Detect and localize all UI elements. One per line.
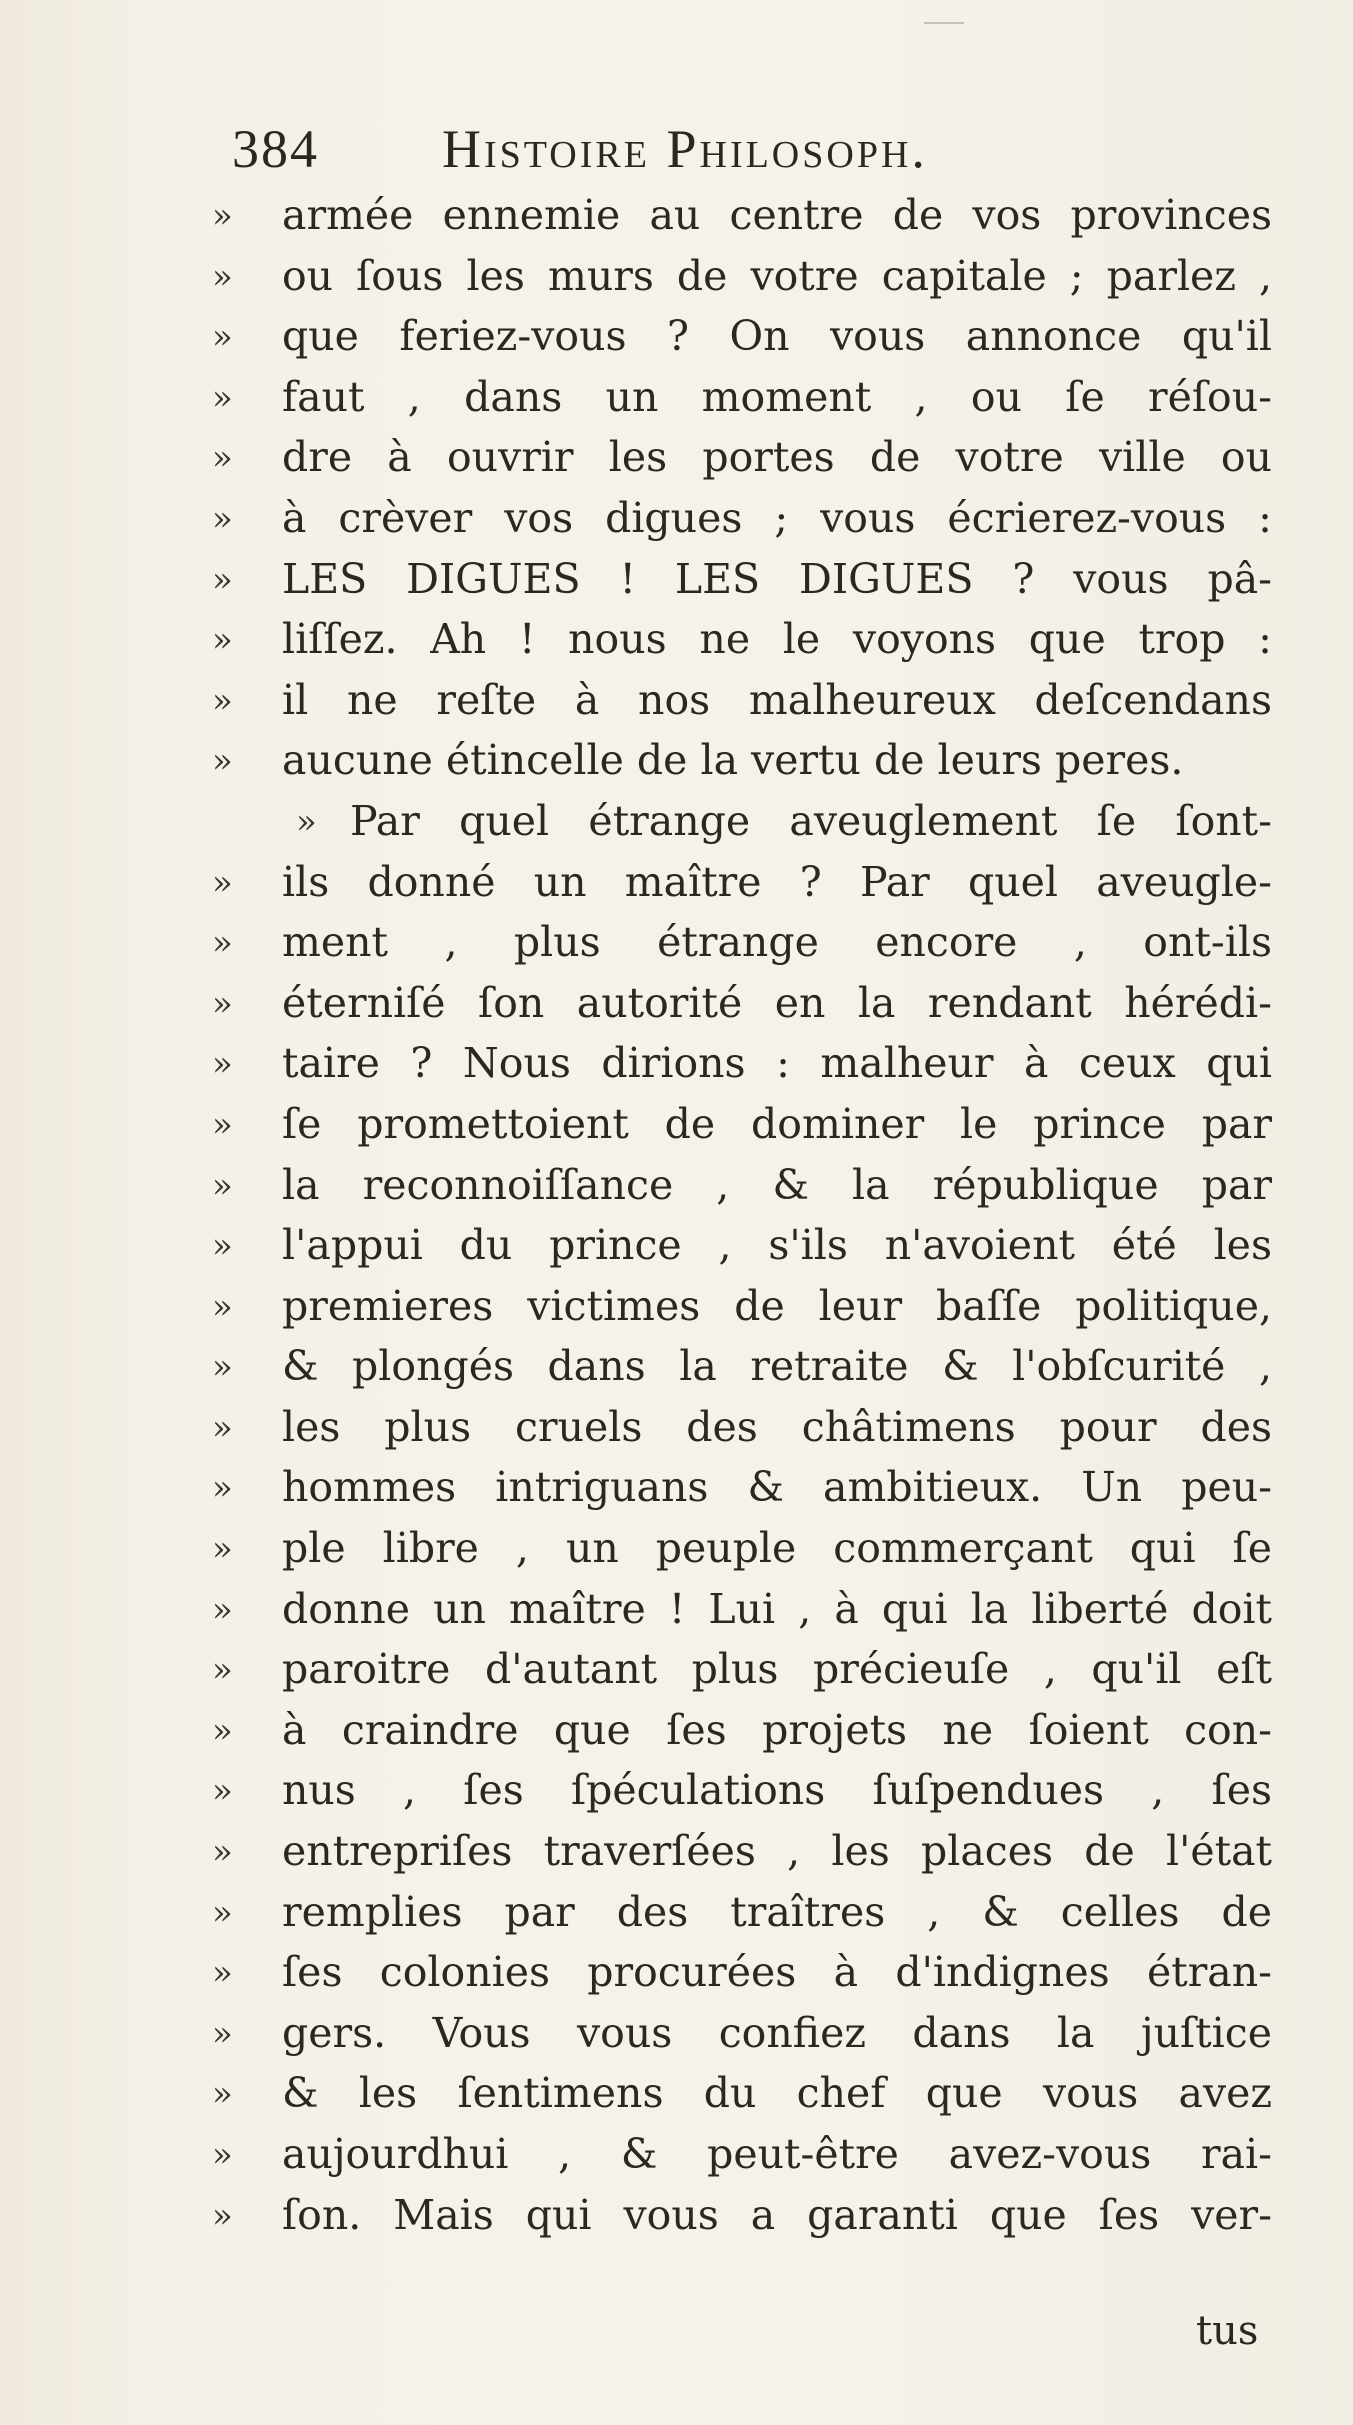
quote-mark: »	[212, 2013, 233, 2054]
line-text: que feriez-vous ? On vous annonce qu'il	[282, 312, 1272, 361]
text-line	[0, 368, 1353, 429]
quote-mark: »	[212, 1044, 233, 1085]
line-text: gers. Vous vous confiez dans la juſtice	[282, 2008, 1272, 2057]
quote-mark: »	[212, 1165, 233, 1206]
line-text: ſes colonies procurées à d'indignes étran-	[282, 1948, 1272, 1997]
quote-mark: »	[212, 2135, 233, 2175]
line-text: ſe promettoient de dominer le prince par	[282, 1099, 1272, 1148]
line-text: remplies par des traîtres , & celles de	[282, 1887, 1272, 1936]
line-text: ple libre , un peuple commerçant qui ſe	[282, 1524, 1272, 1573]
quote-mark: »	[212, 1104, 233, 1145]
text-line	[0, 1883, 1353, 1944]
running-title: Histoire Philosoph.	[442, 119, 928, 179]
quote-mark: »	[212, 741, 233, 782]
text-line	[0, 2186, 1353, 2247]
line-text: à craindre que ſes projets ne ſoient con-	[282, 1705, 1272, 1754]
quote-mark: »	[212, 196, 233, 236]
line-text: Par quel étrange aveuglement ſe ſont-	[350, 796, 1272, 845]
quote-mark: »	[212, 256, 233, 297]
text-line	[0, 913, 1353, 974]
quote-mark: »	[212, 1953, 233, 1994]
line-text: dre à ouvrir les portes de votre ville ou	[282, 433, 1272, 482]
quote-mark: »	[212, 1832, 233, 1873]
line-text: entrepriſes traverſées , les places de l'état	[282, 1827, 1272, 1876]
text-line	[0, 1398, 1353, 1459]
text-line	[0, 428, 1353, 489]
running-header	[232, 118, 1282, 188]
line-text: il ne reſte à nos malheureux deſcendans	[282, 675, 1272, 724]
text-line	[0, 853, 1353, 914]
quote-mark: »	[212, 498, 233, 539]
text-line	[0, 307, 1353, 368]
line-text: paroitre d'autant plus précieuſe , qu'il eſt	[282, 1645, 1272, 1694]
text-line	[0, 671, 1353, 732]
text-line	[0, 247, 1353, 308]
quote-mark: »	[212, 1468, 233, 1509]
line-text: faut , dans un moment , ou ſe réſou-	[282, 372, 1272, 421]
line-text: l'appui du prince , s'ils n'avoient été les	[282, 1221, 1272, 1270]
text-line	[0, 1519, 1353, 1580]
paragraph-start-line	[0, 792, 1353, 853]
quote-mark: »	[212, 2195, 233, 2236]
text-line	[0, 1034, 1353, 1095]
quote-mark: »	[212, 1226, 233, 1267]
quote-mark: »	[212, 1407, 233, 1448]
line-text: & plongés dans la retraite & l'obſcurité ,	[282, 1342, 1272, 1391]
line-text: aujourdhui , & peut-être avez-vous rai-	[282, 2130, 1272, 2178]
quote-mark: »	[212, 1710, 233, 1751]
quote-mark: »	[212, 1286, 233, 1327]
quote-mark: »	[212, 1529, 233, 1570]
line-text: aucune étincelle de la vertu de leurs peres.	[282, 736, 1184, 785]
quote-mark: »	[212, 1589, 233, 1630]
quote-mark: »	[212, 559, 233, 600]
text-line	[0, 186, 1353, 247]
line-text: donne un maître ! Lui , à qui la liberté doit	[282, 1584, 1272, 1633]
line-text: ment , plus étrange encore , ont-ils	[282, 918, 1272, 967]
text-line	[0, 1337, 1353, 1398]
line-text: armée ennemie au centre de vos provinces	[282, 191, 1272, 239]
line-text: la reconnoiſſance , & la république par	[282, 1160, 1272, 1209]
page-edge-mark	[924, 22, 964, 24]
quote-mark: »	[212, 1650, 233, 1691]
text-line	[0, 489, 1353, 550]
line-text: à crèver vos digues ; vous écrierez-vous :	[282, 493, 1272, 542]
catchword: tus	[1196, 2308, 1259, 2354]
text-line	[0, 1458, 1353, 1519]
line-text: ils donné un maître ? Par quel aveugle-	[282, 857, 1272, 906]
quote-mark: »	[296, 801, 317, 842]
quote-mark: »	[212, 923, 233, 964]
text-block	[0, 186, 1353, 2246]
text-line	[0, 550, 1353, 611]
text-line	[0, 1156, 1353, 1217]
text-line	[0, 610, 1353, 671]
text-line	[0, 1277, 1353, 1338]
quote-mark: »	[212, 317, 233, 358]
quote-mark: »	[212, 983, 233, 1024]
line-text: LES DIGUES ! LES DIGUES ? vous pâ-	[282, 554, 1272, 603]
line-text: & les ſentimens du chef que vous avez	[282, 2069, 1272, 2118]
line-text: ſon. Mais qui vous a garanti que ſes ver-	[282, 2190, 1272, 2239]
quote-mark: »	[212, 1347, 233, 1388]
page-number: 384	[232, 119, 319, 179]
line-text: les plus cruels des châtimens pour des	[282, 1402, 1272, 1451]
line-text: éterniſé ſon autorité en la rendant hérédi-	[282, 978, 1272, 1027]
quote-mark: »	[212, 1892, 233, 1933]
text-line	[0, 1640, 1353, 1701]
text-line	[0, 2004, 1353, 2065]
quote-mark: »	[212, 680, 233, 721]
quote-mark: »	[212, 862, 233, 903]
quote-mark: »	[212, 438, 233, 479]
text-line	[0, 1216, 1353, 1277]
text-line	[0, 1580, 1353, 1641]
line-text: premieres victimes de leur baſſe politique,	[282, 1281, 1272, 1330]
quote-mark: »	[212, 2074, 233, 2115]
text-line	[0, 2125, 1353, 2186]
text-line	[0, 1822, 1353, 1883]
quote-mark: »	[212, 1771, 233, 1812]
line-text: ou ſous les murs de votre capitale ; parlez ,	[282, 251, 1272, 300]
text-line	[0, 2064, 1353, 2125]
quote-mark: »	[212, 377, 233, 418]
line-text: nus , ſes ſpéculations ſuſpendues , ſes	[282, 1766, 1272, 1815]
quote-mark: »	[212, 620, 233, 661]
text-line	[0, 1761, 1353, 1822]
text-line	[0, 1943, 1353, 2004]
text-line	[0, 1095, 1353, 1156]
text-line	[0, 974, 1353, 1035]
line-text: hommes intriguans & ambitieux. Un peu-	[282, 1463, 1272, 1512]
text-line	[0, 1701, 1353, 1762]
line-text: liſſez. Ah ! nous ne le voyons que trop :	[282, 615, 1272, 664]
line-text: taire ? Nous dirions : malheur à ceux qui	[282, 1039, 1272, 1088]
text-line	[0, 731, 1353, 792]
